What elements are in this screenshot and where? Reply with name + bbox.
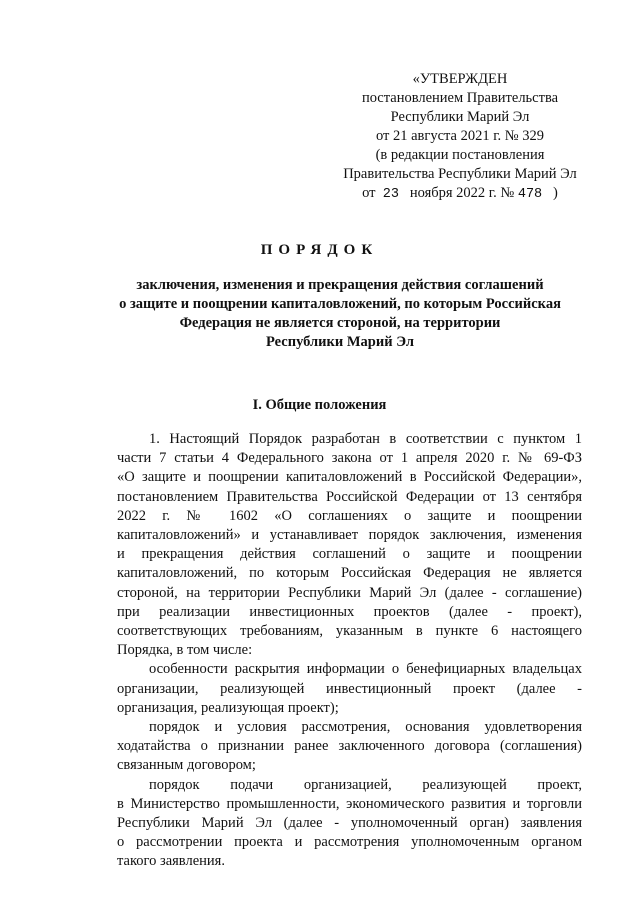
approval-number: 478: [517, 187, 543, 202]
approval-line: «УТВЕРЖДЕН: [412, 71, 508, 87]
body-line: стороной, на территории Республики Марий Эл (далее - соглашение): [117, 584, 582, 601]
body-line: ходатайства о признании ранее заключенного договора (соглашения): [117, 738, 582, 755]
approval-date-middle: ноября 2022 г. №: [409, 185, 515, 201]
body-line: 2022 г. № 1602 «О соглашениях о защите и поощрении: [117, 507, 582, 524]
approval-line: (в редакции постановления: [375, 147, 545, 163]
body-line: организации, реализующей инвестиционный проект (далее -: [117, 680, 582, 697]
approval-date-prefix: от: [362, 185, 376, 201]
document-title: ПОРЯДОК: [260, 242, 379, 258]
body-line: о рассмотрении проекта и рассмотрения уполномоченным органом: [117, 834, 582, 851]
body-line: в Министерство промышленности, экономического развития и торговли: [117, 795, 582, 812]
body-line: 1. Настоящий Порядок разработан в соответствии с пунктом 1: [149, 431, 582, 447]
approval-line: Правительства Республики Марий Эл: [343, 166, 577, 182]
body-line: такого заявления.: [117, 853, 225, 870]
approval-day: 23: [382, 187, 399, 202]
subtitle-line: заключения, изменения и прекращения действия соглашений: [136, 277, 544, 293]
body-line: порядок подачи организацией, реализующей проект,: [149, 776, 582, 793]
document-subtitle: [100, 276, 580, 352]
body-line: капиталовложений» и устанавливает порядок заключения, изменения: [117, 527, 582, 544]
body-text: [117, 430, 582, 872]
body-line: соответствующих требованиям, указанным в пункте 6 настоящего: [117, 623, 582, 640]
body-line: связанным договором;: [117, 757, 256, 774]
body-line: и прекращения действия соглашений о защите и поощрении: [117, 546, 582, 563]
body-line: Республики Марий Эл (далее - уполномоченный орган) заявления: [117, 815, 582, 832]
body-line: порядок и условия рассмотрения, основания удовлетворения: [149, 719, 582, 736]
approval-line: Республики Марий Эл: [390, 109, 530, 125]
body-line: организация, реализующая проект);: [117, 699, 339, 716]
approval-date-line: [330, 184, 590, 204]
subtitle-line: о защите и поощрении капиталовложений, по которым Российская: [119, 296, 561, 312]
approval-line: постановлением Правительства: [361, 90, 559, 106]
body-line: капиталовложений, по которым Российская Федерация не является: [117, 565, 582, 582]
subtitle-line: Федерация не является стороной, на территории: [179, 315, 501, 331]
body-line: части 7 статьи 4 Федерального закона от 1 апреля 2020 г. № 69-ФЗ: [117, 450, 582, 467]
body-line: Порядка, в том числе:: [117, 642, 253, 659]
approval-line: от 21 августа 2021 г. № 329: [375, 128, 545, 144]
body-line: при реализации инвестиционных проектов (далее - проект),: [117, 603, 582, 620]
body-line: особенности раскрытия информации о бенефициарных владельцах: [149, 661, 582, 678]
subtitle-line: Республики Марий Эл: [266, 334, 414, 350]
body-line: «О защите и поощрении капиталовложений в Российской Федерации»,: [117, 469, 582, 486]
approval-stamp: [330, 70, 590, 204]
section-heading: I. Общие положения: [252, 397, 387, 413]
body-line: постановлением Правительства Российской Федерации от 13 сентября: [117, 488, 582, 505]
approval-date-suffix: ): [553, 185, 558, 201]
